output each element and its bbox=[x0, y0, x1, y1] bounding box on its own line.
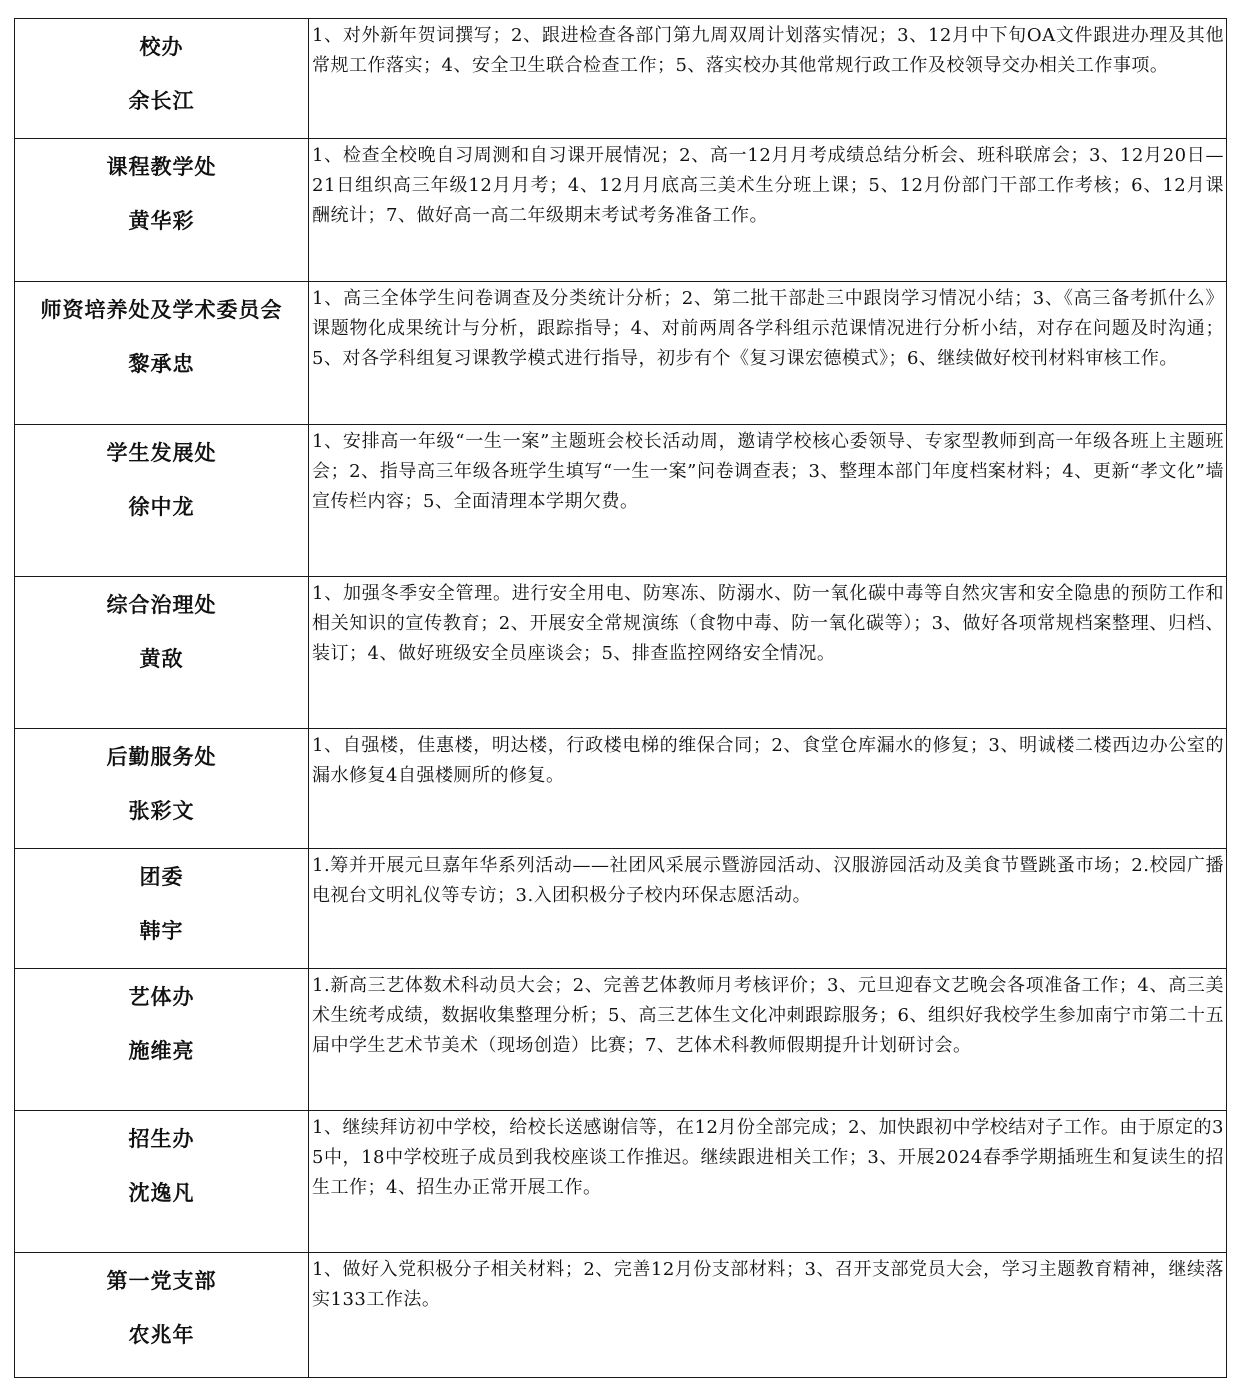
table-row bbox=[15, 729, 1227, 849]
work-content: 1.新高三艺体数术科动员大会；2、完善艺体教师月考核评价；3、元旦迎春文艺晚会各项准备工作；4、高三美术生统考成绩，数据收集整理分析；5、高三艺体生文化冲刺跟踪服务；6、组织好我校学生参加南宁市第二十五届中学生艺术节美术（现场创造）比赛；7、艺体术科教师假期提升计划研讨会。 bbox=[309, 969, 1227, 1111]
table-row bbox=[15, 969, 1227, 1111]
department-head: 张彩文 bbox=[128, 799, 195, 823]
work-content: 1、加强冬季安全管理。进行安全用电、防寒冻、防溺水、防一氧化碳中毒等自然灾害和安全隐患的预防工作和相关知识的宣传教育；2、开展安全常规演练（食物中毒、防一氧化碳等）；3、做好各项常规档案整理、归档、装订；4、做好班级安全员座谈会；5、排查监控网络安全情况。 bbox=[309, 577, 1227, 729]
table-row bbox=[15, 19, 1227, 139]
work-plan-table bbox=[14, 18, 1227, 1378]
table-body bbox=[15, 19, 1227, 1378]
department-head: 农兆年 bbox=[128, 1323, 195, 1347]
department-name: 艺体办 bbox=[128, 985, 195, 1009]
department-name: 课程教学处 bbox=[106, 155, 217, 179]
work-content: 1、高三全体学生问卷调查及分类统计分析；2、第二批干部赴三中跟岗学习情况小结；3、《高三备考抓什么》课题物化成果统计与分析，跟踪指导；4、对前两周各学科组示范课情况进行分析小结，对存在问题及时沟通；5、对各学科组复习课教学模式进行指导，初步有个《复习课宏德模式》；6、继续做好校刊材料审核工作。 bbox=[309, 282, 1227, 425]
department-head: 黄敌 bbox=[139, 647, 184, 671]
table-row bbox=[15, 577, 1227, 729]
work-content: 1、做好入党积极分子相关材料；2、完善12月份支部材料；3、召开支部党员大会，学习主题教育精神，继续落实133工作法。 bbox=[309, 1253, 1227, 1378]
department-cell bbox=[15, 282, 309, 425]
department-name: 师资培养处及学术委员会 bbox=[40, 298, 283, 322]
department-cell bbox=[15, 1111, 309, 1253]
table-row bbox=[15, 282, 1227, 425]
table-row bbox=[15, 849, 1227, 969]
department-name: 学生发展处 bbox=[106, 441, 217, 465]
department-head: 余长江 bbox=[128, 89, 195, 113]
department-name: 后勤服务处 bbox=[106, 745, 217, 769]
work-content: 1.筹并开展元旦嘉年华系列活动——社团风采展示暨游园活动、汉服游园活动及美食节暨跳蚤市场；2.校园广播电视台文明礼仪等专访；3.入团积极分子校内环保志愿活动。 bbox=[309, 849, 1227, 969]
table-row bbox=[15, 1111, 1227, 1253]
department-cell bbox=[15, 1253, 309, 1378]
department-head: 黄华彩 bbox=[128, 209, 195, 233]
work-content: 1、检查全校晚自习周测和自习课开展情况；2、高一12月月考成绩总结分析会、班科联席会；3、12月20日—21日组织高三年级12月月考；4、12月月底高三美术生分班上课；5、12月份部门干部工作考核；6、12月课酬统计；7、做好高一高二年级期末考试考务准备工作。 bbox=[309, 139, 1227, 282]
department-cell bbox=[15, 425, 309, 577]
work-content: 1、自强楼，佳惠楼，明达楼，行政楼电梯的维保合同；2、食堂仓库漏水的修复；3、明诚楼二楼西边办公室的漏水修复4自强楼厕所的修复。 bbox=[309, 729, 1227, 849]
department-name: 团委 bbox=[139, 865, 184, 889]
work-content: 1、对外新年贺词撰写；2、跟进检查各部门第九周双周计划落实情况；3、12月中下旬OA文件跟进办理及其他常规工作落实；4、安全卫生联合检查工作；5、落实校办其他常规行政工作及校领导交办相关工作事项。 bbox=[309, 19, 1227, 139]
table-row bbox=[15, 139, 1227, 282]
department-cell bbox=[15, 969, 309, 1111]
department-name: 第一党支部 bbox=[106, 1269, 217, 1293]
department-cell bbox=[15, 577, 309, 729]
department-head: 施维亮 bbox=[128, 1039, 195, 1063]
department-head: 黎承忠 bbox=[128, 352, 195, 376]
work-content: 1、继续拜访初中学校，给校长送感谢信等，在12月份全部完成；2、加快跟初中学校结对子工作。由于原定的35中，18中学校班子成员到我校座谈工作推迟。继续跟进相关工作；3、开展2024春季学期插班生和复读生的招生工作；4、招生办正常开展工作。 bbox=[309, 1111, 1227, 1253]
department-cell bbox=[15, 19, 309, 139]
department-name: 综合治理处 bbox=[106, 593, 217, 617]
department-name: 招生办 bbox=[128, 1127, 195, 1151]
table-row bbox=[15, 1253, 1227, 1378]
work-content: 1、安排高一年级“一生一案”主题班会校长活动周，邀请学校核心委领导、专家型教师到高一年级各班上主题班会；2、指导高三年级各班学生填写“一生一案”问卷调查表；3、整理本部门年度档案材料；4、更新“孝文化”墙宣传栏内容；5、全面清理本学期欠费。 bbox=[309, 425, 1227, 577]
department-cell bbox=[15, 729, 309, 849]
department-head: 韩宇 bbox=[139, 919, 184, 943]
department-cell bbox=[15, 139, 309, 282]
table-row bbox=[15, 425, 1227, 577]
department-name: 校办 bbox=[139, 35, 184, 59]
department-head: 徐中龙 bbox=[128, 495, 195, 519]
department-head: 沈逸凡 bbox=[128, 1181, 195, 1205]
department-cell bbox=[15, 849, 309, 969]
